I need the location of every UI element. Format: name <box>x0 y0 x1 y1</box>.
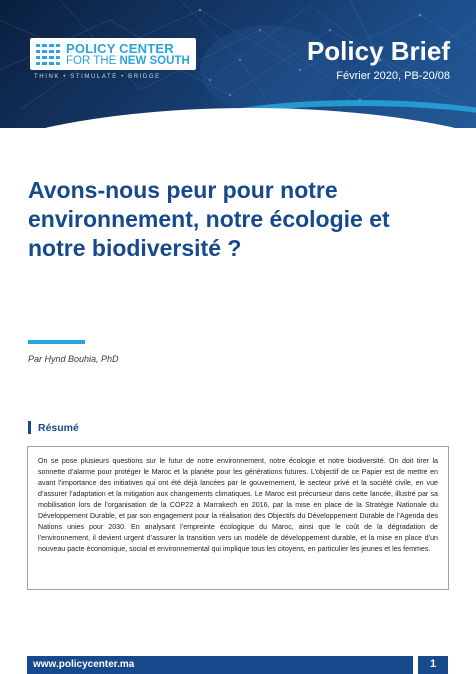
title-accent-bar <box>28 340 85 344</box>
website-link[interactable]: www.policycenter.ma <box>33 659 135 670</box>
tagline: THINK • STIMULATE • BRIDGE <box>34 74 161 80</box>
logo-mark-icon <box>34 41 62 67</box>
header-banner <box>0 0 476 128</box>
logo-line2: FOR THE NEW SOUTH <box>66 55 190 67</box>
page-number-box <box>418 656 448 674</box>
date-reference: Février 2020, PB-20/08 <box>336 70 450 82</box>
doc-type-title: Policy Brief <box>306 36 450 66</box>
document-title: Avons-nous peur pour notre environnement, notre écologie et notre biodiversité ? <box>28 177 390 261</box>
heading-marker <box>28 421 31 434</box>
abstract-box <box>27 446 449 590</box>
page-number: 1 <box>429 658 437 670</box>
logo-line1: POLICY CENTER <box>66 41 174 56</box>
abstract-heading-label: Résumé <box>38 421 79 434</box>
policy-center-logo[interactable] <box>30 38 196 70</box>
abstract-heading <box>28 421 79 434</box>
abstract-text: On se pose plusieurs questions sur le futur de notre environnement, notre écologie et notre biodiversité. On doit tirer la sonnette d’alarme pour protéger le Maroc et la planète pour les générations futures. L’objectif de ce Papier est de mettre en avant l’importance des initiatives qui ont été déjà lancées par le gouvernement, le secteur privé et la société civile, en vue d’assurer l’adaptation et la mitigation aux changements climatiques. Le Maroc est précurseur dans cette lancée, illustré par sa mobilisation lors de l’organisation de la COP22 à Marrakech en 2016, par la mise en place de la Stratégie Nationale du Développement Durable, et par son engagement pour la réalisation des Objectifs du Développement Durable de l’Agenda des Nations unies pour 2030. En analysant l’empreinte écologique du Maroc, ainsi que le coût de la dégradation de l’environnement, il devient urgent d’assurer la transition vers un modèle de développement durable, et la mise en place d’un nouveau pacte économique, social et environnemental qui implique tous les citoyens, en particulier les jeunes et les femmes. <box>38 457 438 553</box>
footer-bar <box>27 656 413 674</box>
author-byline: Par Hynd Bouhia, PhD <box>28 354 119 364</box>
